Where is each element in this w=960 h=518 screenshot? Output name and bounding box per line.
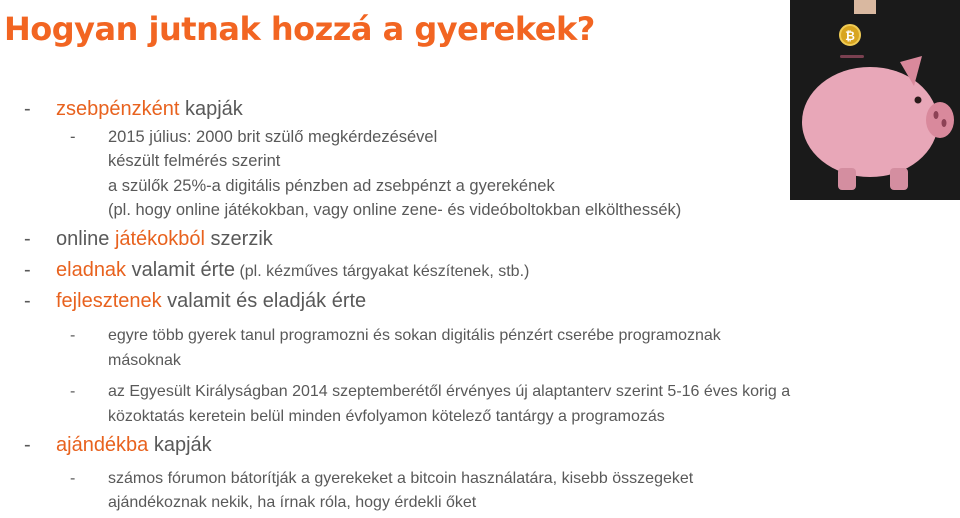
slide-title: Hogyan jutnak hozzá a gyerekek? <box>4 10 595 48</box>
pig-leg <box>838 168 856 190</box>
survey-line-2: készült felmérés szerint <box>108 152 281 170</box>
bitcoin-line-2: ajándékoznak nekik, ha írnak róla, hogy érdekli őket <box>108 494 477 511</box>
piggy-bank-image <box>790 0 960 200</box>
bitcoin-symbol: ₿ <box>845 29 855 43</box>
survey-line-4: (pl. hogy online játékokban, vagy online zene- és videóboltokban elkölthessék) <box>108 201 682 219</box>
bullet-text: valamit és eladják érte <box>161 290 367 312</box>
bullet-text: kapják <box>148 434 212 456</box>
highlight-text: ajándékba <box>56 434 149 456</box>
bitcoin-line-1: számos fórumon bátorítják a gyerekeket a bitcoin használatára, kisebb összegeket <box>108 470 694 487</box>
highlight-text: zsebpénzként <box>56 98 180 120</box>
programming-line-1: egyre több gyerek tanul programozni és sokan digitális pénzért cserébe programoznak <box>108 327 721 344</box>
bullet-text: szerzik <box>205 228 273 250</box>
bullet-dash: - <box>24 434 31 456</box>
programming-line-2: másoknak <box>108 352 181 369</box>
coin-slot <box>840 55 864 58</box>
curriculum-line-2: közoktatás keretein belül minden évfolyamon kötelező tantárgy a programozás <box>108 408 665 425</box>
highlight-text: fejlesztenek <box>56 290 162 312</box>
bullet-dash: - <box>24 259 31 281</box>
pig-leg <box>890 168 908 190</box>
curriculum-line-1: az Egyesült Királyságban 2014 szeptemberétől érvényes új alaptanterv szerint 5-16 éves korig a <box>108 383 791 400</box>
survey-line-1: 2015 július: 2000 brit szülő megkérdezésével <box>108 128 438 146</box>
bullet-dash: - <box>24 98 31 120</box>
sub-bullet-dash: - <box>70 470 76 487</box>
bullet-text: valamit érte <box>126 259 235 281</box>
highlight-text: eladnak <box>56 259 127 281</box>
sub-bullet-dash: - <box>70 327 76 344</box>
pig-snout <box>926 102 954 138</box>
pig-eye <box>915 97 922 104</box>
bullet-note: (pl. kézműves tárgyakat készítenek, stb.) <box>235 263 530 280</box>
bullet-text: kapják <box>179 98 243 120</box>
survey-line-3: a szülők 25%-a digitális pénzben ad zsebpénzt a gyerekének <box>108 177 555 195</box>
sub-bullet-dash: - <box>70 383 76 400</box>
highlight-text: játékokból <box>114 228 205 250</box>
pig-body <box>802 67 938 177</box>
sub-bullet-dash: - <box>70 128 76 146</box>
bullet-text-pre: online <box>56 228 115 250</box>
bullet-dash: - <box>24 228 31 250</box>
bullet-dash: - <box>24 290 31 312</box>
hand-fingers <box>854 0 876 14</box>
